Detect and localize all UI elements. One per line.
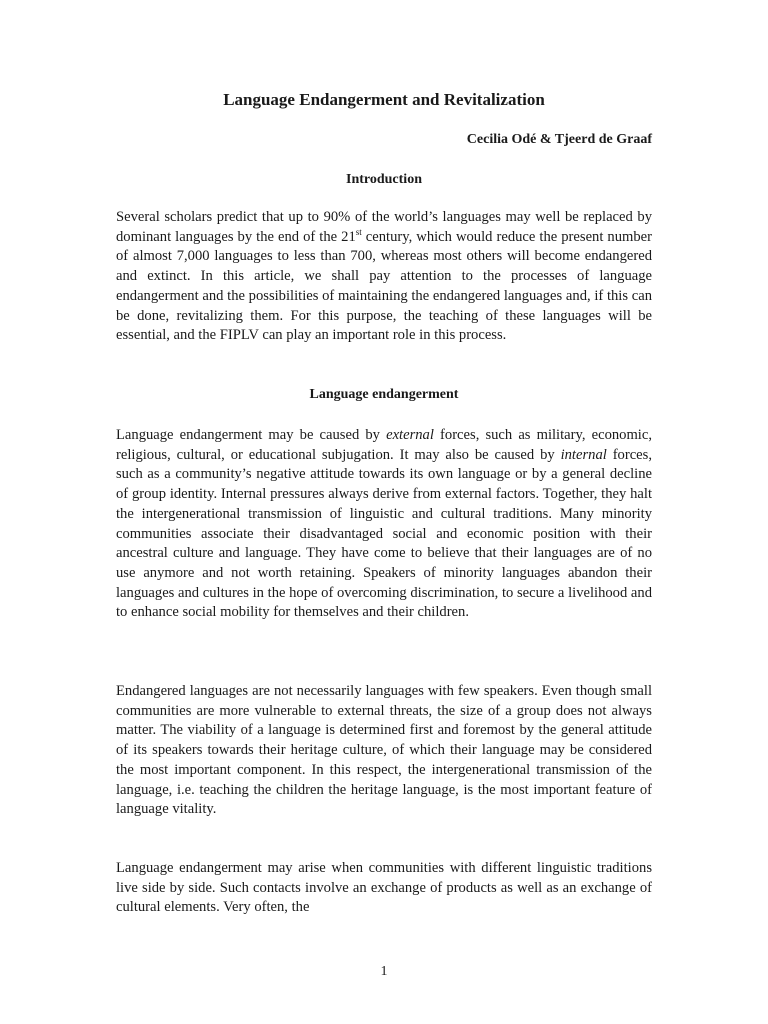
paragraph-endangered-languages: Endangered languages are not necessarily languages with few speakers. Even though small communities are more vulnerable to external threats, the size of a group does not always matter. The viability of a language is determined first and foremost by the general attitude of its speakers towards their heritage culture, of which their language may be considered the most important component. In this respect, the intergenerational transmission of the language, i.e. teaching the children the heritage language, is the most important feature of language vitality. — [116, 683, 652, 818]
page-number: 1 — [380, 964, 388, 979]
paragraph-introduction — [116, 208, 652, 346]
superscript-st: st — [355, 226, 362, 237]
paragraph-text: Language endangerment may be caused by — [116, 427, 387, 443]
document-page — [116, 0, 652, 1024]
paragraph-text: forces, such as a community’s negative attitude towards its own language or by a general decline of group identity. Internal pressures always derive from external factors. Together, they halt the intergenerational transmission of linguistic and cultural traditions. Many minority communities associate their disadvantaged social and economic position with their ancestral culture and language. They have come to believe that their languages are of no use anymore and not worth retaining. Speakers of minority languages abandon their languages and cultures in the hope of overcoming discrimination, to secure a livelihood and to enhance social mobility for themselves and their children. — [116, 446, 652, 621]
paragraph-text: century, which would reduce the present number of almost 7,000 languages to less than 700, whereas most others will become endangered and extinct. In this article, we shall pay attention to the processes of language endangerment and the possibilities of maintaining the endangered languages and, if this can be done, revitalizing them. For this purpose, the teaching of these languages will be essential, and the FIPLV can play an important role in this process. — [116, 228, 652, 344]
paragraph-text: Several scholars predict that up to 90% of the world’s languages may well be replaced by dominant languages by the end of the 21 — [116, 209, 652, 245]
italic-internal: internal — [560, 446, 607, 463]
section-heading-introduction: Introduction — [346, 172, 422, 187]
section-heading-endangerment: Language endangerment — [309, 387, 459, 402]
paragraph-endangerment-causes — [116, 426, 652, 623]
italic-external: external — [386, 427, 434, 443]
authors-line: Cecilia Odé & Tjeerd de Graaf — [466, 132, 652, 147]
paragraph-text: forces, such as military, economic, religious, cultural, or educational subjugation. It may also be caused by — [116, 427, 652, 463]
document-title: Language Endangerment and Revitalization — [223, 90, 545, 109]
paragraph-contact: Language endangerment may arise when communities with different linguistic traditions live side by side. Such contacts involve an exchange of products as well as an exchange of cultural elements. Very often, the — [116, 860, 652, 916]
